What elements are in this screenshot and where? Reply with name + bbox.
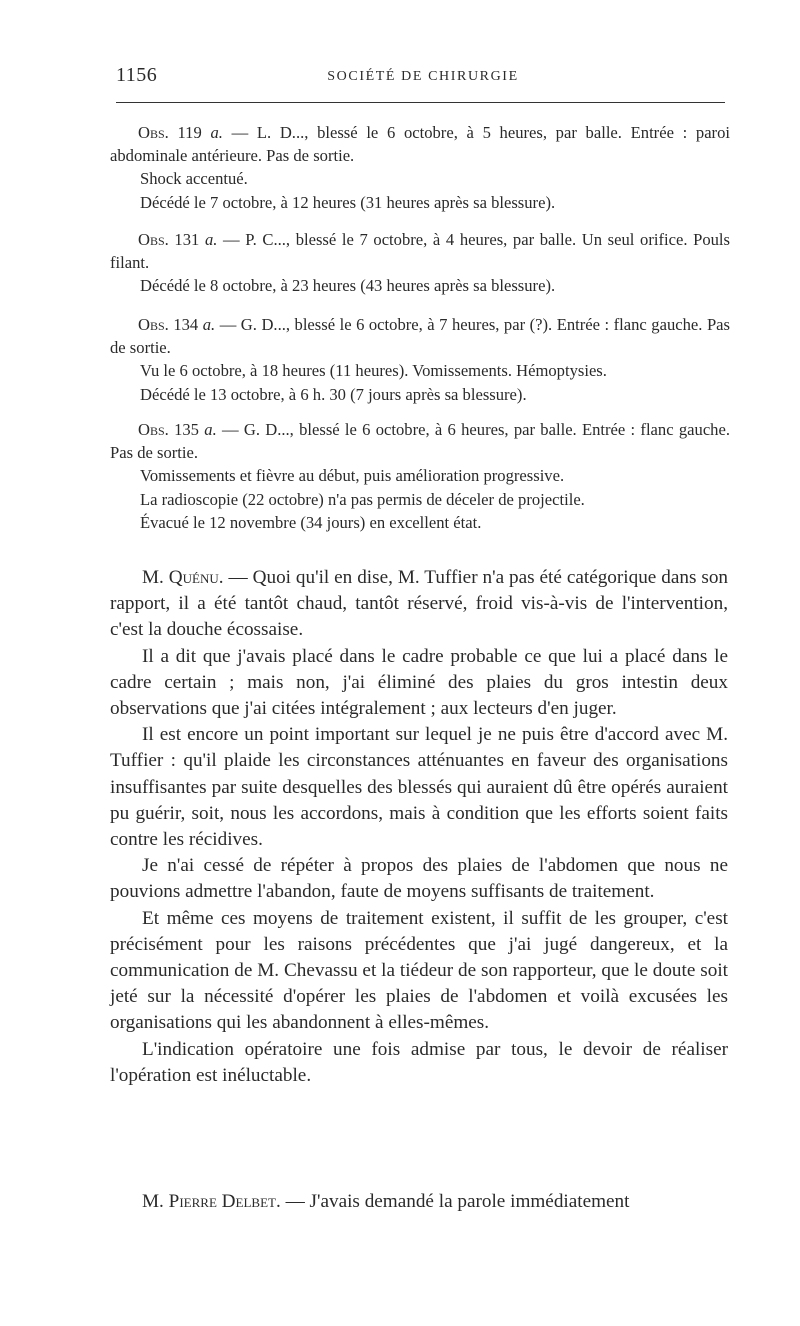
observation-line: Obs. 119 a. — L. D..., blessé le 6 octobre, à 5 heures, par balle. Entrée : paroi abdominale antérieure. Pas de sortie. [110,123,730,166]
header-rule [116,102,725,103]
running-head: SOCIÉTÉ DE CHIRURGIE [327,69,519,84]
speaker-name: M. Quénu. [142,567,224,588]
page-number: 1156 [116,64,158,86]
observation-label-suffix: a. [202,315,216,334]
observation-label-suffix: a. [210,123,223,142]
observation-label-suffix: a. [204,420,217,439]
paragraph: M. Pierre Delbet. — J'avais demandé la parole immédiatement [142,1191,630,1212]
observation-label: Obs. 135 [138,420,199,439]
observation-label: Obs. 119 [138,123,202,142]
observation-119 [110,121,730,214]
paragraph: M. Quénu. — Quoi qu'il en dise, M. Tuffier n'a pas été catégorique dans son rapport, il a été tantôt chaud, tantôt réservé, froid vis-à-vis de l'intervention, c'est la douche écossaise. [110,567,729,641]
speaker-name: M. Pierre Delbet. [142,1191,281,1212]
observation-label-suffix: a. [204,230,218,249]
observation-135 [110,418,730,534]
paragraph: Il a dit que j'avais placé dans le cadre probable ce que lui a placé dans le cadre certain ; mais non, j'ai éliminé des plaies du gros intestin deux observations que j'ai citées intégralement ; aux lecteurs d'en juger. [110,645,728,720]
quenu-intervention [110,565,728,1089]
observation-line: Décédé le 13 octobre, à 6 h. 30 (7 jours après sa blessure). [140,384,527,404]
observation-line: La radioscopie (22 octobre) n'a pas permis de déceler de projectile. [140,489,585,509]
paragraph: Il est encore un point important sur lequel je ne puis être d'accord avec M. Tuffier : qu'il plaide les circonstances atténuantes en faveur des organisations insuffisantes par suite desquelles des blessés qui auraient dû être opérés auraient pu guérir, soit, nous les accordons, mais à condition que les efforts soient faits contre les récidives. [110,724,728,851]
observation-134 [110,313,730,406]
paragraph: L'indication opératoire une fois admise par tous, le devoir de réaliser l'opération est inéluctable. [110,1038,728,1086]
delbet-intervention [110,1189,728,1215]
observation-line: Shock accentué. [140,169,248,189]
observation-line: Vomissements et fièvre au début, puis amélioration progressive. [140,466,565,486]
observation-line: Obs. 131 a. — P. C..., blessé le 7 octobre, à 4 heures, par balle. Un seul orifice. Pouls filant. [110,230,730,273]
observation-line: Décédé le 7 octobre, à 12 heures (31 heures après sa blessure). [140,192,556,212]
observation-line: Obs. 135 a. — G. D..., blessé le 6 octobre, à 6 heures, par balle. Entrée : flanc gauche. Pas de sortie. [110,420,730,463]
observation-label: Obs. 131 [138,230,200,249]
observation-line: Obs. 134 a. — G. D..., blessé le 6 octobre, à 7 heures, par (?). Entrée : flanc gauche. Pas de sortie. [110,315,730,358]
page-header [116,64,730,92]
observation-line: Décédé le 8 octobre, à 23 heures (43 heures après sa blessure). [140,276,556,296]
observation-line: Vu le 6 octobre, à 18 heures (11 heures). Vomissements. Hémoptysies. [140,361,607,381]
observation-line: Évacué le 12 novembre (34 jours) en excellent état. [140,512,482,532]
observation-131 [110,228,730,298]
observation-label: Obs. 134 [138,315,199,334]
paragraph: Et même ces moyens de traitement existent, il suffit de les grouper, c'est précisément pour les raisons précédentes que j'ai jugé dangereux, et la communication de M. Chevassu et la tiédeur de son rapporteur, que le doute soit jeté sur la nécessité d'opérer les plaies de l'abdomen et voilà excusées les organisations qui les abandonnent à elles-mêmes. [110,907,728,1034]
paragraph: Je n'ai cessé de répéter à propos des plaies de l'abdomen que nous ne pouvions admettre l'abandon, faute de moyens suffisants de traitement. [110,855,728,903]
